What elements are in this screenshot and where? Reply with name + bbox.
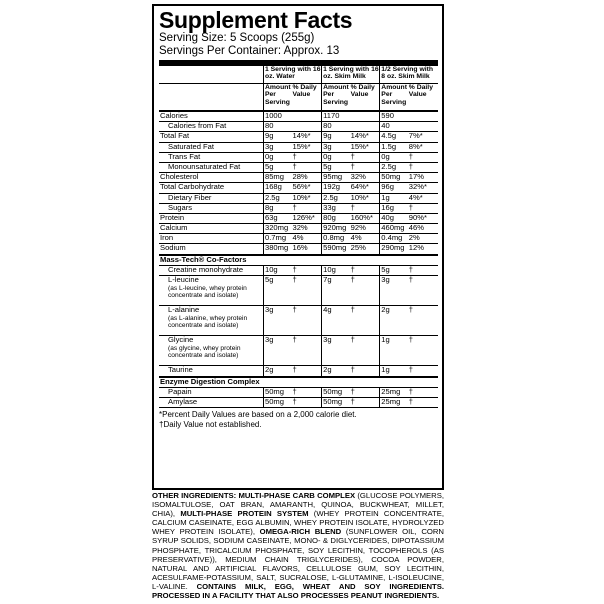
daily-value: † bbox=[408, 152, 438, 162]
col-header-half: 1/2 Serving with 8 oz. Skim Milk bbox=[380, 66, 438, 84]
amount-value: 7g bbox=[322, 276, 350, 306]
amount-value: 3g bbox=[322, 142, 350, 152]
section-heading-masstech bbox=[159, 255, 438, 266]
col-header-water: 1 Serving with 16 oz. Water bbox=[263, 66, 321, 84]
section-heading: Enzyme Digestion Complex bbox=[159, 377, 438, 388]
daily-value: † bbox=[350, 366, 380, 377]
amount-value: 0.7mg bbox=[263, 234, 291, 244]
amount-value: 2.5g bbox=[322, 193, 350, 203]
amount-value: 80 bbox=[322, 122, 350, 132]
daily-value: 8%* bbox=[408, 142, 438, 152]
daily-value: 46% bbox=[408, 224, 438, 234]
section-heading: Mass-Tech® Co-Factors bbox=[159, 255, 438, 266]
nutrient-note: (as L-leucine, whey protein concentrate and isolate) bbox=[168, 284, 247, 299]
amount-header-row bbox=[159, 84, 438, 112]
nutrient-name bbox=[159, 142, 263, 152]
daily-value bbox=[350, 111, 380, 122]
amount-value: 5g bbox=[263, 276, 291, 306]
amount-value: 1g bbox=[380, 366, 408, 377]
daily-value: † bbox=[408, 336, 438, 366]
daily-value: 28% bbox=[291, 173, 321, 183]
nutrient-label: Protein bbox=[160, 213, 185, 222]
nutrient-row bbox=[159, 203, 438, 213]
amount-per-serving: Amount Per Serving bbox=[322, 84, 350, 112]
section-heading-enzyme bbox=[159, 377, 438, 388]
daily-value: 126%* bbox=[291, 213, 321, 223]
nutrient-label: Iron bbox=[160, 233, 174, 243]
amount-value: 2g bbox=[322, 366, 350, 377]
footnote-dv: *Percent Daily Values are based on a 2,000 calorie diet. bbox=[159, 410, 357, 420]
amount-value: 50mg bbox=[322, 398, 350, 408]
daily-value: † bbox=[350, 388, 380, 398]
amount-value: 80g bbox=[322, 213, 350, 223]
amount-value: 0.8mg bbox=[322, 234, 350, 244]
nutrient-row bbox=[159, 336, 438, 366]
daily-value: † bbox=[291, 203, 321, 213]
nutrient-name bbox=[159, 132, 263, 142]
amount-value: 3g bbox=[263, 142, 291, 152]
amount-value: 50mg bbox=[263, 398, 291, 408]
nutrient-name bbox=[159, 366, 263, 377]
daily-value: † bbox=[408, 203, 438, 213]
daily-value: † bbox=[350, 398, 380, 408]
nutrient-label: Calcium bbox=[160, 223, 188, 233]
nutrient-label: Glycine bbox=[168, 335, 194, 345]
amount-value: 3g bbox=[322, 336, 350, 366]
daily-value: 64%* bbox=[350, 183, 380, 193]
amount-value: 1g bbox=[380, 193, 408, 203]
amount-value: 192g bbox=[322, 183, 350, 193]
amount-value: 920mg bbox=[322, 224, 350, 234]
daily-value: 10%* bbox=[350, 193, 380, 203]
daily-value: † bbox=[350, 152, 380, 162]
amount-value: 8g bbox=[263, 203, 291, 213]
daily-value bbox=[408, 111, 438, 122]
nutrient-label: Total Carbohydrate bbox=[160, 182, 225, 192]
ingredients-label: OTHER INGREDIENTS: MULTI-PHASE CARB COMPLEX bbox=[152, 491, 356, 500]
supplement-facts-panel bbox=[152, 4, 444, 490]
nutrient-label: Amylase bbox=[168, 397, 198, 407]
nutrient-label: Trans Fat bbox=[168, 152, 201, 161]
daily-value: † bbox=[291, 266, 321, 276]
amount-value: 1170 bbox=[322, 111, 350, 122]
amount-value: 3g bbox=[263, 336, 291, 366]
daily-value: 14%* bbox=[350, 132, 380, 142]
daily-value: 56%* bbox=[291, 183, 321, 193]
amount-value: 2g bbox=[263, 366, 291, 377]
omega-blend-label: OMEGA-RICH BLEND bbox=[259, 527, 342, 537]
amount-per-serving: Amount Per Serving bbox=[263, 84, 291, 112]
nutrient-label: Calories bbox=[160, 111, 188, 120]
daily-value: † bbox=[291, 152, 321, 162]
nutrient-label: Sodium bbox=[160, 243, 186, 253]
amount-value: 590mg bbox=[322, 244, 350, 255]
nutrient-name bbox=[159, 398, 263, 408]
amount-value: 50mg bbox=[380, 173, 408, 183]
amount-value: 4.5g bbox=[380, 132, 408, 142]
serving-size: Serving Size: 5 Scoops (255g) bbox=[159, 32, 315, 44]
nutrient-name bbox=[159, 336, 263, 366]
nutrient-name bbox=[159, 266, 263, 276]
servings-per-container: Servings Per Container: Approx. 13 bbox=[159, 45, 340, 57]
daily-value: 17% bbox=[408, 173, 438, 183]
amount-value: 2g bbox=[380, 306, 408, 336]
daily-value: 4% bbox=[350, 234, 380, 244]
daily-value: † bbox=[291, 162, 321, 172]
nutrient-row bbox=[159, 152, 438, 162]
nutrient-row bbox=[159, 162, 438, 172]
protein-system-label: MULTI-PHASE PROTEIN SYSTEM bbox=[180, 509, 309, 519]
amount-value: 5g bbox=[380, 266, 408, 276]
nutrient-row bbox=[159, 266, 438, 276]
amount-value: 33g bbox=[322, 203, 350, 213]
nutrient-label: Creatine monohydrate bbox=[168, 265, 244, 275]
amount-value: 16g bbox=[380, 203, 408, 213]
col-header-skim: 1 Serving with 16 oz. Skim Milk bbox=[322, 66, 380, 84]
daily-value: † bbox=[408, 398, 438, 408]
amount-value: 40g bbox=[380, 213, 408, 223]
amount-value: 0g bbox=[263, 152, 291, 162]
daily-value: 92% bbox=[350, 224, 380, 234]
nutrient-row bbox=[159, 224, 438, 234]
daily-value: 32%* bbox=[408, 183, 438, 193]
amount-value: 3g bbox=[263, 306, 291, 336]
footnotes bbox=[159, 407, 438, 430]
daily-value bbox=[291, 111, 321, 122]
daily-value: 25% bbox=[350, 244, 380, 255]
daily-value-header: % Daily Value bbox=[291, 84, 321, 112]
nutrient-row bbox=[159, 276, 438, 306]
nutrient-label: Cholesterol bbox=[160, 172, 199, 182]
nutrient-label: Dietary Fiber bbox=[168, 193, 212, 202]
amount-value: 25mg bbox=[380, 388, 408, 398]
nutrient-name bbox=[159, 244, 263, 255]
nutrient-label: Sugars bbox=[168, 203, 193, 212]
other-ingredients bbox=[152, 491, 444, 600]
daily-value: 32% bbox=[291, 224, 321, 234]
daily-value: † bbox=[350, 162, 380, 172]
allergen-statement: CONTAINS MILK, EGG, WHEAT AND SOY INGREDIENTS. PROCESSED IN A FACILITY THAT ALSO PROCESSES PEANUT INGREDIENTS. bbox=[152, 581, 444, 601]
daily-value: † bbox=[408, 306, 438, 336]
nutrient-row bbox=[159, 111, 438, 122]
daily-value: 32% bbox=[350, 173, 380, 183]
amount-value: 5g bbox=[322, 162, 350, 172]
amount-value: 10g bbox=[263, 266, 291, 276]
amount-value: 320mg bbox=[263, 224, 291, 234]
daily-value: 4%* bbox=[408, 193, 438, 203]
nutrient-row bbox=[159, 244, 438, 255]
nutrient-label: Total Fat bbox=[160, 131, 190, 141]
nutrient-row bbox=[159, 398, 438, 408]
daily-value: † bbox=[408, 266, 438, 276]
daily-value bbox=[408, 122, 438, 132]
daily-value: 15%* bbox=[291, 142, 321, 152]
amount-value: 460mg bbox=[380, 224, 408, 234]
nutrient-row bbox=[159, 366, 438, 377]
daily-value: 15%* bbox=[350, 142, 380, 152]
daily-value: † bbox=[408, 276, 438, 306]
amount-value: 95mg bbox=[322, 173, 350, 183]
daily-value: † bbox=[291, 336, 321, 366]
nutrient-name bbox=[159, 276, 263, 306]
daily-value: † bbox=[291, 276, 321, 306]
amount-value: 4g bbox=[322, 306, 350, 336]
nutrient-label: Calories from Fat bbox=[168, 121, 227, 131]
amount-value: 5g bbox=[263, 162, 291, 172]
amount-value: 85mg bbox=[263, 173, 291, 183]
daily-value: 2% bbox=[408, 234, 438, 244]
amount-value: 168g bbox=[263, 183, 291, 193]
nutrient-name bbox=[159, 122, 263, 132]
amount-value: 2.5g bbox=[380, 162, 408, 172]
nutrient-row bbox=[159, 306, 438, 336]
column-header-row bbox=[159, 66, 438, 84]
nutrient-name bbox=[159, 111, 263, 122]
protein-system-text: (WHEY PROTEIN CONCENTRATE, CALCIUM CASEINATE, EGG ALBUMIN, WHEY PROTEIN ISOLATE, HYDROLYZED WHEY PROTEIN ISOLATE), bbox=[152, 509, 445, 537]
facts-table bbox=[159, 66, 438, 407]
nutrient-name bbox=[159, 224, 263, 234]
amount-value: 1.5g bbox=[380, 142, 408, 152]
daily-value: 16% bbox=[291, 244, 321, 255]
nutrient-name bbox=[159, 183, 263, 193]
daily-value: † bbox=[408, 388, 438, 398]
amount-value: 0g bbox=[380, 152, 408, 162]
amount-value: 290mg bbox=[380, 244, 408, 255]
nutrient-label: Saturated Fat bbox=[168, 142, 215, 151]
amount-value: 50mg bbox=[263, 388, 291, 398]
amount-value: 40 bbox=[380, 122, 408, 132]
amount-value: 63g bbox=[263, 213, 291, 223]
daily-value-header: % Daily Value bbox=[350, 84, 380, 112]
amount-per-serving: Amount Per Serving bbox=[380, 84, 408, 112]
amount-value: 10g bbox=[322, 266, 350, 276]
daily-value: 160%* bbox=[350, 213, 380, 223]
daily-value: † bbox=[350, 306, 380, 336]
daily-value: † bbox=[350, 203, 380, 213]
nutrient-label: L-alanine bbox=[168, 305, 200, 315]
daily-value: † bbox=[291, 398, 321, 408]
nutrient-row bbox=[159, 234, 438, 244]
nutrient-name bbox=[159, 193, 263, 203]
daily-value: 4% bbox=[291, 234, 321, 244]
nutrient-row bbox=[159, 173, 438, 183]
nutrient-name bbox=[159, 234, 263, 244]
nutrient-row bbox=[159, 183, 438, 193]
nutrient-name bbox=[159, 306, 263, 336]
nutrient-label: Monounsaturated Fat bbox=[168, 162, 241, 171]
carb-complex-text: (GLUCOSE POLYMERS, ISOMALTULOSE, OAT BRAN, AMARANTH, QUINOA, BUCKWHEAT, MILLET, CHIA), bbox=[152, 491, 444, 519]
nutrient-row bbox=[159, 132, 438, 142]
nutrient-label: Taurine bbox=[168, 365, 193, 375]
daily-value: 14%* bbox=[291, 132, 321, 142]
daily-value: † bbox=[291, 366, 321, 377]
nutrient-row bbox=[159, 193, 438, 203]
nutrient-note: (as glycine, whey protein concentrate and isolate) bbox=[168, 344, 241, 359]
amount-value: 1000 bbox=[263, 111, 291, 122]
amount-value: 1g bbox=[380, 336, 408, 366]
nutrient-name bbox=[159, 388, 263, 398]
daily-value bbox=[291, 122, 321, 132]
daily-value: † bbox=[291, 306, 321, 336]
nutrient-name bbox=[159, 162, 263, 172]
amount-value: 2.5g bbox=[263, 193, 291, 203]
daily-value: † bbox=[350, 336, 380, 366]
nutrient-name bbox=[159, 203, 263, 213]
daily-value: 10%* bbox=[291, 193, 321, 203]
nutrient-row bbox=[159, 213, 438, 223]
amount-value: 9g bbox=[263, 132, 291, 142]
nutrient-note: (as L-alanine, whey protein concentrate and isolate) bbox=[168, 314, 248, 329]
nutrient-label: Papain bbox=[168, 387, 192, 396]
daily-value: † bbox=[408, 366, 438, 377]
nutrient-row bbox=[159, 142, 438, 152]
amount-value: 9g bbox=[322, 132, 350, 142]
amount-value: 96g bbox=[380, 183, 408, 193]
nutrient-name bbox=[159, 152, 263, 162]
amount-value: 0g bbox=[322, 152, 350, 162]
omega-blend-text: (SUNFLOWER OIL, CORN SYRUP SOLIDS, SODIUM CASEINATE, MONO- & DIGLYCERIDES, DIPOTASSIUM PHOSPHATE, TRICALCIUM PHOSPHATE, SOY LECITHIN, TOCOPHEROLS (AS PRESERVATIVE)), MEDIUM CHAIN TRIGLYCERIDES), COCOA POWDER, NATURAL AND ARTIFICIAL FLAVORS, CELLULOSE GUM, SOY LECITHIN, ACESULFAME-POTASSIUM, SALT, SUCRALOSE, L-GLUTAMINE, L-ISOLEUCINE, L-VALINE. bbox=[152, 527, 444, 591]
nutrient-row bbox=[159, 388, 438, 398]
amount-value: 50mg bbox=[322, 388, 350, 398]
daily-value: † bbox=[408, 162, 438, 172]
amount-value: 80 bbox=[263, 122, 291, 132]
nutrient-label: L-leucine bbox=[168, 275, 199, 285]
amount-value: 25mg bbox=[380, 398, 408, 408]
nutrient-row bbox=[159, 122, 438, 132]
amount-value: 3g bbox=[380, 276, 408, 306]
amount-value: 380mg bbox=[263, 244, 291, 255]
daily-value: 7%* bbox=[408, 132, 438, 142]
daily-value bbox=[350, 122, 380, 132]
amount-value: 0.4mg bbox=[380, 234, 408, 244]
nutrient-name bbox=[159, 173, 263, 183]
daily-value: 12% bbox=[408, 244, 438, 255]
amount-value: 590 bbox=[380, 111, 408, 122]
daily-value-header: % Daily Value bbox=[408, 84, 438, 112]
nutrient-name bbox=[159, 213, 263, 223]
panel-title: Supplement Facts bbox=[159, 7, 353, 33]
daily-value: 90%* bbox=[408, 213, 438, 223]
daily-value: † bbox=[350, 276, 380, 306]
footnote-dagger: †Daily Value not established. bbox=[159, 420, 262, 430]
daily-value: † bbox=[291, 388, 321, 398]
daily-value: † bbox=[350, 266, 380, 276]
